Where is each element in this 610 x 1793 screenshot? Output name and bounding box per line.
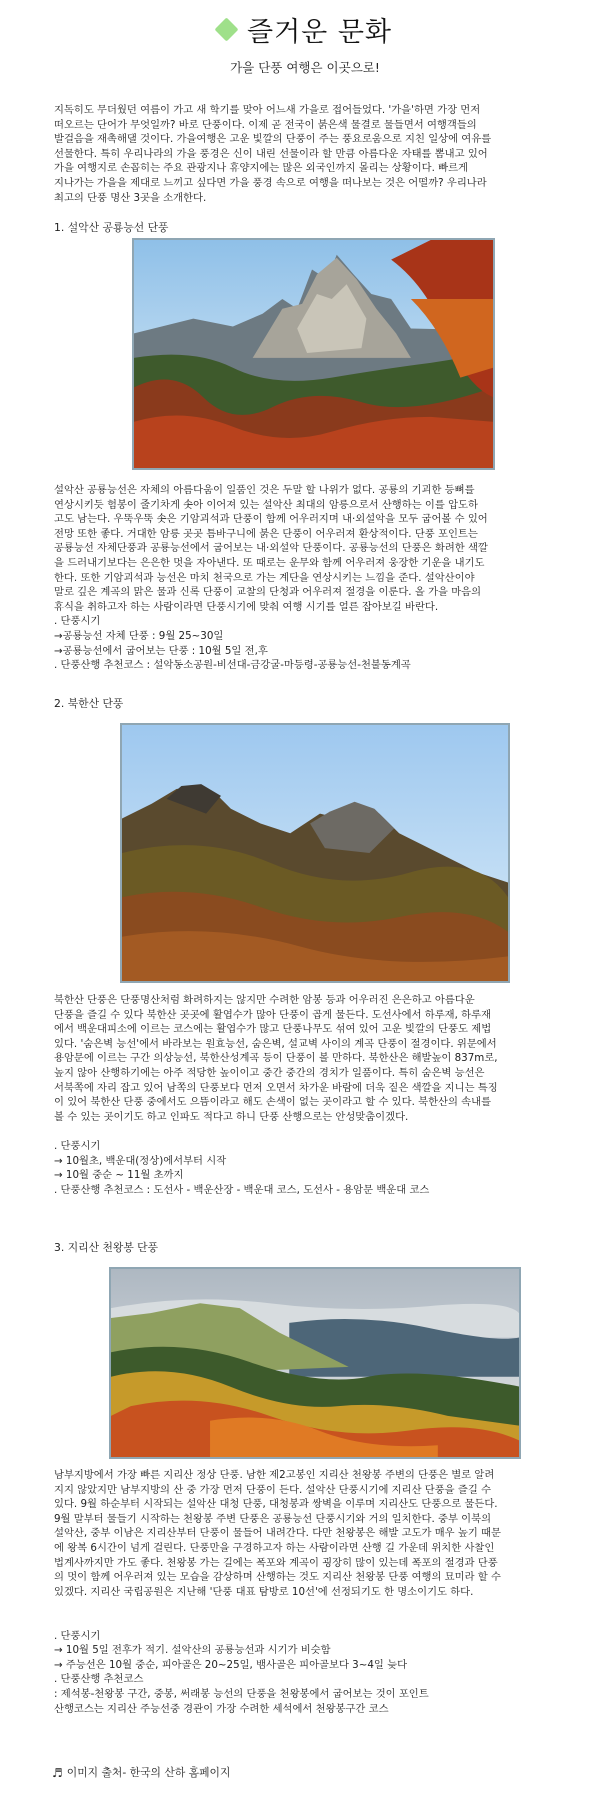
section-2-heading: 2. 북한산 단풍: [54, 697, 124, 710]
section-3-heading: 3. 지리산 천왕봉 단풍: [54, 1241, 159, 1254]
seoraksan-photo: [132, 238, 495, 470]
image-credit-text: 이미지 출처- 한국의 산하 홈페이지: [66, 1766, 231, 1779]
bukhansan-photo: [120, 723, 510, 983]
image-credit: [52, 1765, 230, 1780]
section-1-body: 설악산 공룡능선은 자체의 아름다움이 일품인 것은 두말 할 나위가 없다. 공룡의 기괴한 등뼈를 연상시키듯 험봉이 줄기차게 솟아 이어져 있는 설악산 최대의 암릉으로서 산행하는 이를 압도하 고도 남는다. 우뚝우뚝 솟은 기암괴석과 단풍이 함께 어우러지며 내·외설악을 모두 굽어볼 수 있어 전망 또한 좋다. 거대한 암릉 곳곳 틈바구니에 붉은 단풍이 어우러져 환상적이다. 단풍 포인트는 공룡능선 자체단풍과 공룡능선에서 굽어보는 내·외설악 단풍이다. 공룡능선의 단풍은 화려한 색깔 을 드러내기보다는 은은한 멋을 자아낸다. 또 때로는 운무와 함께 어우러져 웅장한 기운을 내기도 한다. 또한 기암괴석과 능선은 마치 천국으로 가는 계단을 연상시키는 느낌을 준다. 설악산이야 말로 깊은 계곡의 맑은 물과 신록 단풍이 교찰의 단청과 어우러져 절경을 이룬다. 올 가을 마음의 휴식을 취하고자 하는 사람이라면 단풍시기에 맞춰 여행 시기를 얼른 잡아보길 바란다. . 단풍시기 →공룡능선 자체 단풍 : 9월 25~30일 →공룡능선에서 굽어보는 단풍 : 10월 5일 전,후 . 단풍산행 추천코스 : 설악동소공원-비선대-금강굴-마등령-공룡능선-천불동계곡: [54, 484, 488, 672]
mountain-photo-icon: [134, 240, 493, 468]
diamond-icon: [214, 17, 238, 41]
page-subtitle: 가을 단풍 여행은 이곳으로!: [230, 60, 380, 75]
title-row: [0, 10, 610, 48]
page-title: 즐거운 문화: [247, 16, 392, 48]
intro-paragraph: 지독히도 무더웠던 여름이 가고 새 학기를 맞아 어느새 가을로 접어들었다. '가을'하면 가장 먼저 떠오르는 단어가 무엇일까? 바로 단풍이다. 이제 곧 전국이 붉은색 물결로 물들면서 여행객들의 발걸음을 재촉해댈 것이다. 가을여행은 고운 빛깔의 단풍이 주는 풍요로움으로 지친 일상에 여유를 선물한다. 특히 우리나라의 가을 풍경은 신이 내린 선물이라 할 만큼 아름다운 자태를 뽐내고 있어 가을 여행지로 손꼽히는 주요 관광지나 휴양지에는 많은 외국인까지 몰리는 상황이다. 빠르게 지나가는 가을을 제대로 느끼고 싶다면 가을 풍경 속으로 여행을 떠나보는 것은 어떨까? 우리나라 최고의 단풍 명산 3곳을 소개한다.: [54, 104, 492, 204]
section-3-body: 남부지방에서 가장 빠른 지리산 정상 단풍. 남한 제2고봉인 지리산 천왕봉 주변의 단풍은 별로 알려 지지 않았지만 남부지방의 산 중 가장 먼저 단풍이 든다. 설악산 단풍시기에 지리산 단풍을 즐길 수 있다. 9월 하순부터 시작되는 설악산 대청 단풍, 대청봉과 쌍벽을 이루며 지리산도 단풍으로 물든다. 9월 말부터 물들기 시작하는 천왕봉 주변 단풍은 공룡능선 단풍시기와 거의 일치한다. 중부 이북의 설악산, 중부 이남은 지리산부터 단풍이 물들어 내려간다. 다만 천왕봉은 해발 고도가 매우 높기 때문 에 왕복 6시간이 넘게 걸린다. 단풍만을 구경하고자 하는 사람이라면 산행 길 가운데 위치한 사찰인 법계사까지만 가도 좋다. 천왕봉 가는 길에는 폭포와 계곡이 굉장히 많이 있는데 폭포의 절경과 단풍 의 멋이 함께 어우러져 있는 모습을 감상하며 산행하는 것도 지리산 천왕봉 단풍 여행의 묘미라 할 수 있겠다. 지리산 국립공원은 지난해 '단풍 대표 탐방로 10선'에 선정되기도 한 명소이기도 하다. . 단풍시기 → 10월 5일 전후가 적기. 설악산의 공룡능선과 시기가 비슷함 → 주능선은 10월 중순, 피아골은 20~25일, 뱀사골은 피아골보다 3~4일 늦다 . 단풍산행 추천코스 : 제석봉-천왕봉 구간, 중봉, 써래봉 능선의 단풍을 천왕봉에서 굽어보는 것이 포인트 산행코스는 지리산 주능선중 경관이 가장 수려한 세석에서 천왕봉구간 코스: [54, 1469, 501, 1715]
mountain-photo-icon: [122, 725, 508, 981]
section-1-heading: 1. 설악산 공룡능선 단풍: [54, 221, 169, 234]
music-note-icon: ♬: [52, 1765, 63, 1780]
section-2-body: 북한산 단풍은 단풍명산처럼 화려하지는 않지만 수려한 암봉 등과 어우러진 은은하고 아름다운 단풍을 즐길 수 있다 북한산 곳곳에 활엽수가 많아 단풍이 곱게 물든다. 도선사에서 하루재, 하루재 에서 백운대피소에 이르는 코스에는 활엽수가 많고 단풍나무도 섞여 있어 고운 빛깔의 단풍도 제법 있다. '숨은벽 능선'에서 바라보는 원효능선, 숨은벽, 설교벽 사이의 계곡 단풍이 절경이다. 위문에서 용암문에 이르는 구간 의상능선, 북한산성계곡 등이 단풍이 볼 만하다. 북한산은 해발높이 837m로, 높지 않아 산행하기에는 아주 적당한 높이이고 중간 중간의 경치가 일품이다. 특히 숨은벽 능선은 서북쪽에 자리 잡고 있어 남쪽의 단풍보다 먼저 오면서 차가운 바람에 더욱 짙은 색깔을 지니는 특징 이 있어 북한산 단풍 중에서도 으뜸이라고 해도 손색이 없는 곳이라고 할 수 있다. 북한산의 속내를 볼 수 있는 곳이기도 하고 인파도 적다고 하니 단풍 산행으로는 안성맞춤이겠다. . 단풍시기 → 10월초, 백운대(정상)에서부터 시작 → 10월 중순 ~ 11월 초까지 . 단풍산행 추천코스 : 도선사 - 백운산장 - 백운대 코스, 도선사 - 용암문 백운대 코스: [54, 994, 498, 1196]
mountain-photo-icon: [111, 1269, 519, 1457]
jirisan-photo: [109, 1267, 521, 1459]
